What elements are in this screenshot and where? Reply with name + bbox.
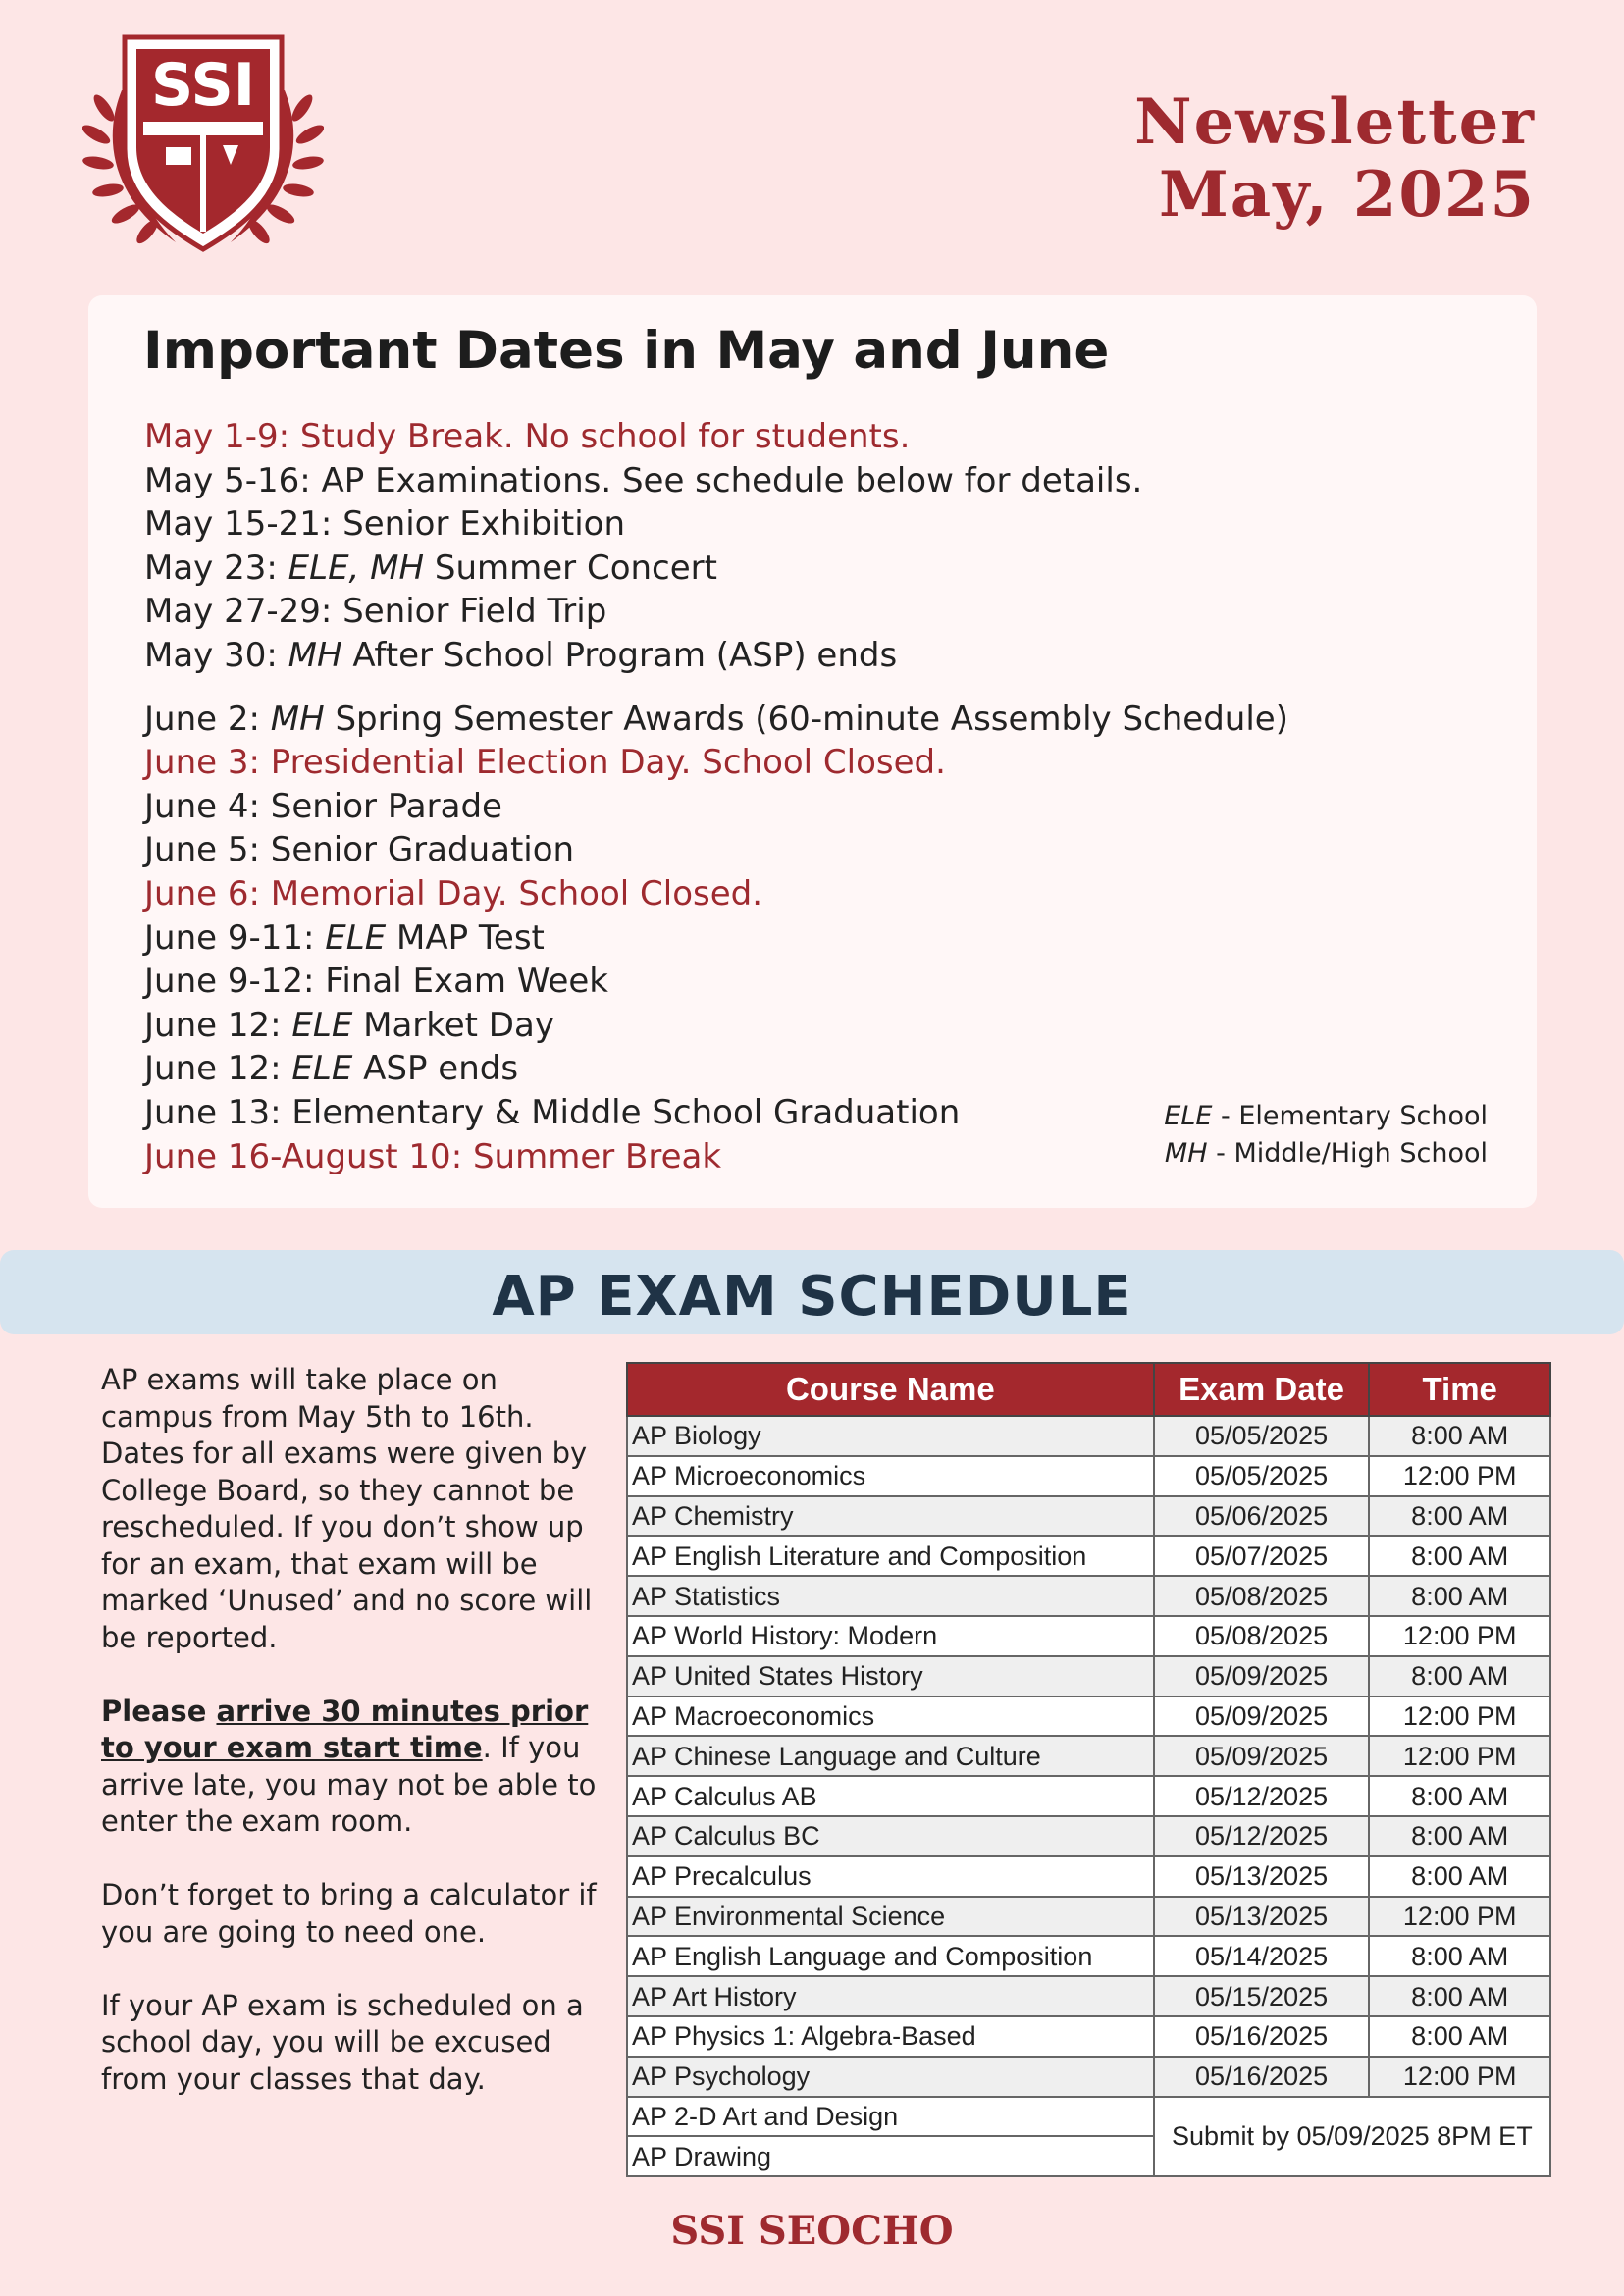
date-cell: 05/12/2025 <box>1154 1776 1370 1816</box>
table-row <box>627 1576 1550 1616</box>
date-label: June 12: <box>144 1049 282 1089</box>
course-cell: AP English Language and Composition <box>627 1936 1154 1976</box>
time-cell: 8:00 AM <box>1369 1976 1550 2016</box>
date-description: AP Examinations. See schedule below for details. <box>310 460 1143 500</box>
time-cell: 8:00 AM <box>1369 2016 1550 2057</box>
ap-info-paragraph-1: AP exams will take place on campus from May 5th to 16th. Dates for all exams were given by College Board, so they cannot be rescheduled. If you don’t show up for an exam, that exam will be marked ‘Unused’ and no score will be reported. <box>101 1363 593 1654</box>
course-cell: AP Biology <box>627 1416 1154 1456</box>
date-description: Memorial Day. School Closed. <box>259 873 763 913</box>
date-cell: 05/12/2025 <box>1154 1816 1370 1856</box>
date-description: Presidential Election Day. School Closed. <box>259 743 946 783</box>
date-item <box>144 547 1322 591</box>
date-label: May 5-16: <box>144 460 311 500</box>
course-cell: AP Macroeconomics <box>627 1696 1154 1737</box>
date-cell: 05/14/2025 <box>1154 1936 1370 1976</box>
time-cell: 8:00 AM <box>1369 1776 1550 1816</box>
course-cell: AP World History: Modern <box>627 1616 1154 1656</box>
date-item <box>144 415 1322 459</box>
table-row <box>627 1856 1550 1897</box>
table-row <box>627 1897 1550 1937</box>
date-cell: 05/16/2025 <box>1154 2016 1370 2057</box>
june-dates <box>144 698 1322 1179</box>
time-cell: 8:00 AM <box>1369 1496 1550 1537</box>
course-cell: AP Chinese Language and Culture <box>627 1736 1154 1776</box>
date-description: Final Exam Week <box>314 962 608 1002</box>
course-cell: AP English Literature and Composition <box>627 1536 1154 1576</box>
date-item <box>144 634 1322 678</box>
course-cell: AP Art History <box>627 1976 1154 2016</box>
date-label: June 5: <box>144 830 260 870</box>
date-description: After School Program (ASP) ends <box>341 635 898 675</box>
table-row <box>627 1736 1550 1776</box>
date-item <box>144 698 1322 742</box>
date-description: ASP ends <box>352 1049 519 1089</box>
legend-text: - Middle/High School <box>1207 1138 1488 1169</box>
school-logo <box>82 31 324 259</box>
date-label: May 27-29: <box>144 592 333 632</box>
ap-info-paragraph-3: Don’t forget to bring a calculator if you are going to need one. <box>101 1878 597 1949</box>
date-label: June 12: <box>144 1005 282 1045</box>
date-cell: 05/07/2025 <box>1154 1536 1370 1576</box>
time-cell: 12:00 PM <box>1369 1897 1550 1937</box>
date-label: May 23: <box>144 548 278 588</box>
ap-schedule-banner <box>0 1250 1624 1334</box>
date-label: June 16-August 10: <box>144 1136 463 1176</box>
date-label: June 9-11: <box>144 917 315 958</box>
ap-info-text <box>101 1362 602 2135</box>
date-cell: 05/13/2025 <box>1154 1897 1370 1937</box>
ap-info-bold: Please <box>101 1694 217 1728</box>
date-item <box>144 741 1322 785</box>
date-description: Summer Break <box>462 1136 722 1176</box>
newsletter-title-line1: Newsletter <box>1134 85 1536 159</box>
table-row <box>627 2057 1550 2097</box>
date-description: Summer Concert <box>424 548 717 588</box>
legend-abbr: MH <box>1164 1138 1208 1169</box>
date-description: MAP Test <box>386 917 545 958</box>
time-cell: 12:00 PM <box>1369 1736 1550 1776</box>
date-item <box>144 1004 1322 1048</box>
date-description: Senior Exhibition <box>332 504 626 545</box>
date-label: June 4: <box>144 786 260 826</box>
course-cell: AP Psychology <box>627 2057 1154 2097</box>
date-item <box>144 1135 1322 1179</box>
course-cell: AP Calculus AB <box>627 1776 1154 1816</box>
table-row <box>627 1496 1550 1537</box>
date-description: Elementary & Middle School Graduation <box>281 1092 961 1132</box>
date-description: Senior Graduation <box>259 830 575 870</box>
time-cell: 8:00 AM <box>1369 1536 1550 1576</box>
course-cell: AP Environmental Science <box>627 1897 1154 1937</box>
date-cell: 05/13/2025 <box>1154 1856 1370 1897</box>
time-cell: 12:00 PM <box>1369 1696 1550 1737</box>
date-cell: 05/09/2025 <box>1154 1736 1370 1776</box>
date-item <box>144 459 1322 503</box>
table-row <box>627 1456 1550 1496</box>
table-row <box>627 1776 1550 1816</box>
time-cell: 8:00 AM <box>1369 1576 1550 1616</box>
portfolio-submit-note: Submit by 05/09/2025 8PM ET <box>1154 2097 1550 2177</box>
division-abbr: ELE, MH <box>288 548 425 588</box>
time-cell: 12:00 PM <box>1369 1616 1550 1656</box>
course-cell: AP Chemistry <box>627 1496 1154 1537</box>
table-row <box>627 1816 1550 1856</box>
date-description: Study Break. No school for students. <box>289 417 911 456</box>
date-cell: 05/08/2025 <box>1154 1576 1370 1616</box>
table-row <box>627 2097 1550 2137</box>
table-row <box>627 1936 1550 1976</box>
course-cell: AP United States History <box>627 1656 1154 1696</box>
footer-school-name: SSI SEOCHO <box>670 2208 954 2254</box>
time-cell: 12:00 PM <box>1369 2057 1550 2097</box>
division-abbr: ELE <box>291 1005 353 1045</box>
important-dates-card <box>88 295 1537 1208</box>
ap-info-paragraph-2 <box>101 1694 602 1841</box>
date-description: Market Day <box>352 1005 554 1045</box>
legend-item <box>1164 1135 1488 1173</box>
course-cell: AP Drawing <box>627 2136 1154 2176</box>
legend-abbr: ELE <box>1164 1101 1213 1131</box>
header-time: Time <box>1369 1363 1550 1416</box>
ap-info-underline: arrive 30 minutes prior to your exam start time <box>101 1694 589 1764</box>
date-list <box>144 415 1322 1178</box>
course-cell: AP Precalculus <box>627 1856 1154 1897</box>
date-item <box>144 785 1322 829</box>
date-cell: 05/09/2025 <box>1154 1696 1370 1737</box>
division-abbr: ELE <box>291 1049 353 1089</box>
legend-text: - Elementary School <box>1212 1101 1488 1131</box>
table-row <box>627 1536 1550 1576</box>
division-abbr: ELE <box>325 917 387 958</box>
ap-schedule-heading: AP EXAM SCHEDULE <box>492 1265 1132 1329</box>
date-label: May 1-9: <box>144 417 290 456</box>
date-label: May 15-21: <box>144 504 333 545</box>
legend <box>1164 1098 1488 1173</box>
division-abbr: MH <box>270 699 325 739</box>
table-row <box>627 2016 1550 2057</box>
may-dates <box>144 415 1322 678</box>
date-description: Senior Field Trip <box>332 592 607 632</box>
date-label: June 2: <box>144 699 260 739</box>
date-label: June 13: <box>144 1092 282 1132</box>
time-cell: 8:00 AM <box>1369 1816 1550 1856</box>
date-item <box>144 502 1322 547</box>
date-item <box>144 872 1322 916</box>
date-item <box>144 1091 1322 1135</box>
date-item <box>144 960 1322 1004</box>
table-row <box>627 1976 1550 2016</box>
table-row <box>627 1416 1550 1456</box>
table-row <box>627 1696 1550 1737</box>
table-row <box>627 1656 1550 1696</box>
course-cell: AP 2-D Art and Design <box>627 2097 1154 2137</box>
table-header-row <box>627 1363 1550 1416</box>
ap-schedule-table <box>626 1362 1551 2177</box>
date-label: June 3: <box>144 743 260 783</box>
date-item <box>144 590 1322 634</box>
time-cell: 8:00 AM <box>1369 1656 1550 1696</box>
newsletter-title-line2: May, 2025 <box>1158 158 1536 232</box>
time-cell: 8:00 AM <box>1369 1856 1550 1897</box>
date-description: Senior Parade <box>259 786 502 826</box>
ap-info-rest: . If you arrive late, you may not be able to enter the exam room. <box>101 1731 597 1838</box>
course-cell: AP Physics 1: Algebra-Based <box>627 2016 1154 2057</box>
date-cell: 05/16/2025 <box>1154 2057 1370 2097</box>
legend-item <box>1164 1098 1488 1135</box>
date-description: Spring Semester Awards (60-minute Assembly Schedule) <box>324 699 1288 739</box>
logo-letters: SSI <box>150 51 256 120</box>
division-abbr: MH <box>288 635 342 675</box>
date-cell: 05/15/2025 <box>1154 1976 1370 2016</box>
course-cell: AP Statistics <box>627 1576 1154 1616</box>
date-cell: 05/05/2025 <box>1154 1416 1370 1456</box>
ap-info-paragraph-4: If your AP exam is scheduled on a school day, you will be excused from your classes that day. <box>101 1988 584 2096</box>
date-label: May 30: <box>144 635 278 675</box>
date-cell: 05/09/2025 <box>1154 1656 1370 1696</box>
date-label: June 6: <box>144 873 260 913</box>
course-cell: AP Microeconomics <box>627 1456 1154 1496</box>
newsletter-title <box>1134 86 1536 232</box>
important-dates-heading: Important Dates in May and June <box>143 321 1110 381</box>
date-item <box>144 828 1322 872</box>
date-cell: 05/05/2025 <box>1154 1456 1370 1496</box>
header-course-name: Course Name <box>627 1363 1154 1416</box>
date-cell: 05/06/2025 <box>1154 1496 1370 1537</box>
course-cell: AP Calculus BC <box>627 1816 1154 1856</box>
date-cell: 05/08/2025 <box>1154 1616 1370 1656</box>
time-cell: 8:00 AM <box>1369 1936 1550 1976</box>
date-item <box>144 1047 1322 1091</box>
header-exam-date: Exam Date <box>1154 1363 1370 1416</box>
time-cell: 12:00 PM <box>1369 1456 1550 1496</box>
date-label: June 9-12: <box>144 962 315 1002</box>
table-row <box>627 1616 1550 1656</box>
time-cell: 8:00 AM <box>1369 1416 1550 1456</box>
date-item <box>144 916 1322 961</box>
